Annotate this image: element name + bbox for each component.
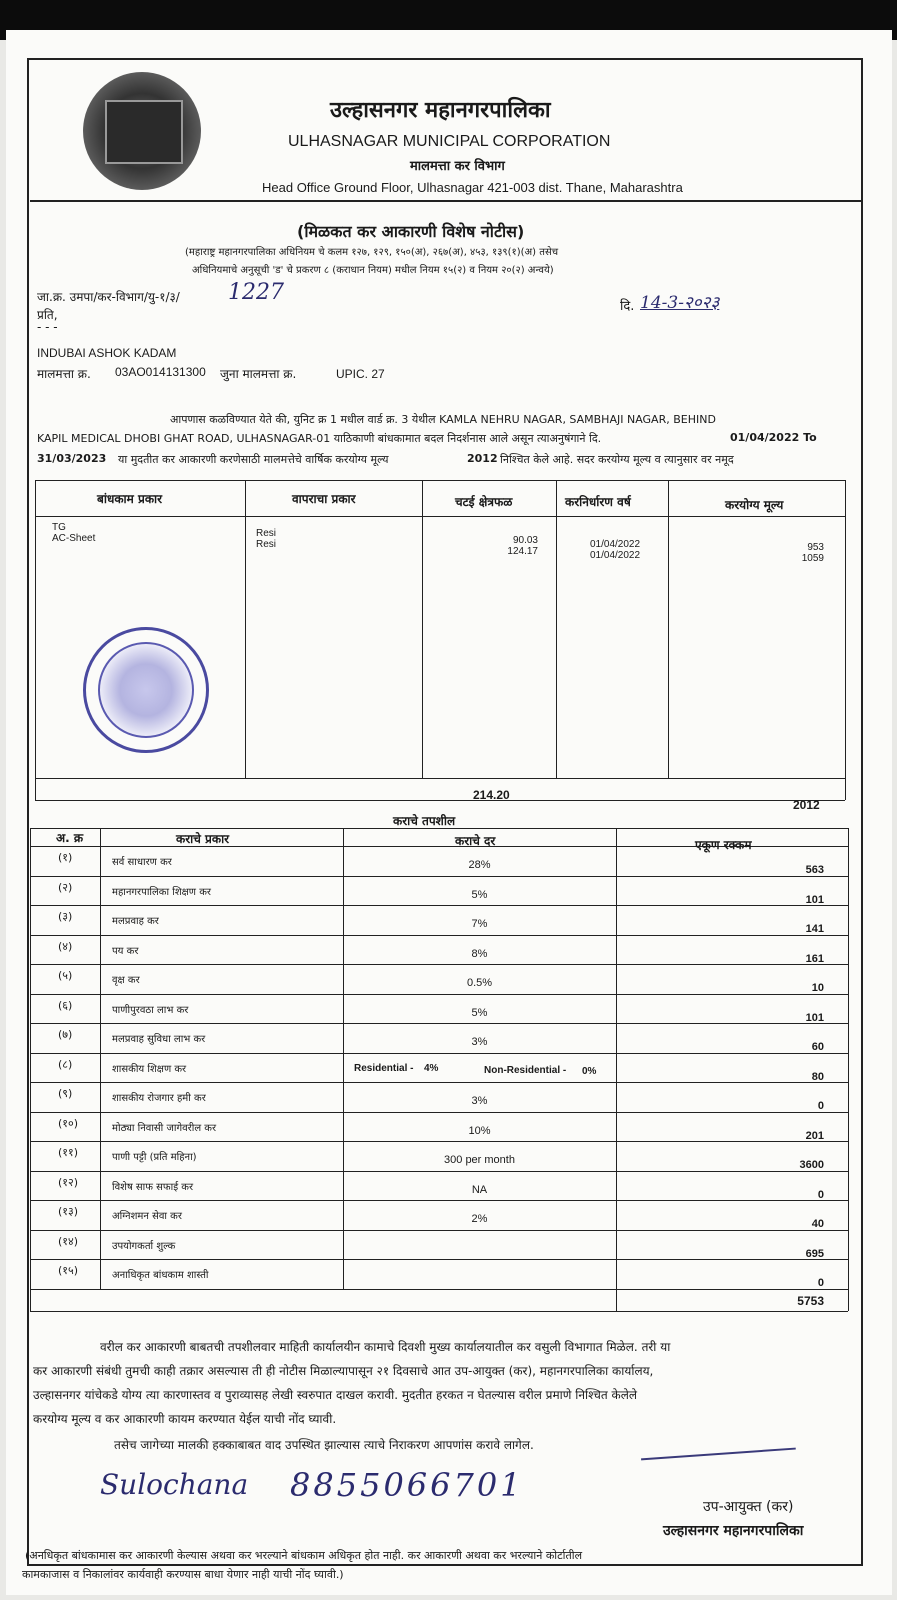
disclaimer-line1: (अनधिकृत बांधकामास कर आकारणी केल्यास अथवा कर भरल्याने बांधकाम अधिकृत होत नाही. कर आकारणी अथवा कर भरल्याने कोर्टातील — [25, 1549, 583, 1562]
tax-row-amount: 10 — [811, 982, 824, 994]
tax-row-serial: (१) — [58, 851, 73, 864]
tax-row-name: अनाधिकृत बांधकाम शास्ती — [112, 1270, 209, 1281]
tax-row-name: मलप्रवाह कर — [112, 916, 159, 927]
tax-row-rate: 28% — [468, 859, 491, 871]
ownership-dispute-note: तसेच जागेच्या मालकी हक्काबाबत वाद उपस्थित झाल्यास त्याचे निराकरण आपणांस करावे लागेल. — [114, 1438, 534, 1452]
dashes: - - - — [37, 320, 58, 334]
upic-number: UPIC. 27 — [336, 367, 385, 381]
tax-row-name: उपयोगकर्ता शुल्क — [112, 1240, 176, 1252]
official-seal-stamp — [83, 627, 209, 753]
property-table-col-border — [245, 480, 246, 778]
footer-paragraph-line1: वरील कर आकारणी बाबतची तपशीलवार माहिती कार्यालयीन कामाचे दिवशी मुख्य कार्यालयातील कर वसुली विभागात मिळेल. तरी या — [100, 1340, 671, 1354]
tax-row-amount: 101 — [805, 893, 824, 906]
carpet-area: 124.17 — [507, 546, 538, 557]
tax-row-rate: 10% — [468, 1124, 491, 1137]
property-table-bottom-border — [35, 800, 845, 801]
tax-row-serial: (८) — [58, 1057, 73, 1071]
tax-row-amount: 0 — [817, 1100, 824, 1112]
title-english: ULHASNAGAR MUNICIPAL CORPORATION — [288, 133, 611, 150]
signatory-title: उप-आयुक्त (कर) — [703, 1499, 794, 1515]
residential-rate-value: 4% — [424, 1062, 439, 1074]
taxable-value: 1059 — [801, 553, 824, 564]
tax-row-name: सर्व साधारण कर — [112, 857, 172, 868]
tax-row-serial: (३) — [58, 910, 73, 923]
property-number-label: मालमत्ता क्र. — [37, 367, 91, 381]
tax-row-name: पय कर — [112, 945, 139, 957]
tax-row-serial: (९) — [58, 1087, 73, 1100]
tax-row-name: महानगरपालिका शिक्षण कर — [112, 886, 211, 898]
tax-row-serial: (१५) — [58, 1264, 79, 1277]
tax-row-serial: (७) — [58, 1028, 73, 1041]
tax-table-col-border — [848, 828, 849, 1311]
tax-row-name: पाणीपुरवठा लाभ कर — [112, 1004, 189, 1016]
tax-grand-total: 5753 — [797, 1293, 824, 1308]
department-name: मालमत्ता कर विभाग — [410, 159, 505, 174]
tax-row-name: पाणी पट्टी (प्रति महिना) — [112, 1152, 197, 1163]
reference-label: जा.क्र. उमपा/कर-विभाग/यु-१/३/ — [37, 290, 180, 304]
tax-row-rate: 3% — [471, 1095, 488, 1107]
assessment-period-end: 31/03/2023 — [37, 452, 107, 465]
non-residential-rate-value: 0% — [582, 1065, 597, 1077]
assessment-year: 01/04/2022 — [590, 539, 641, 550]
tax-table-top-border — [30, 828, 848, 829]
non-residential-rate-label: Non-Residential - — [484, 1064, 567, 1076]
tax-row-serial: (११) — [58, 1146, 79, 1159]
footer-paragraph-line2: कर आकारणी संबंधी तुमची काही तक्रार असल्यास ती ही नोटीस मिळाल्यापासून २१ दिवसाचे आत उप-आयुक्त (कर), महानगरपालिका कार्यालय, — [33, 1364, 654, 1378]
column-header-year: करनिर्धारण वर्ष — [565, 495, 631, 509]
notice-title: (मिळकत कर आकारणी विशेष नोटीस) — [297, 222, 525, 241]
disclaimer-line2: कामकाजास व निकालांवर कार्यवाही करण्यास बाधा येणार नाही याची नोंद घ्यावी.) — [22, 1568, 344, 1581]
tax-row-amount: 60 — [811, 1041, 824, 1053]
tax-row-serial: (१०) — [58, 1116, 79, 1130]
property-table-top-border — [35, 480, 845, 481]
property-number: 03AO014131300 — [115, 365, 206, 379]
tax-row-serial: (१२) — [58, 1175, 79, 1189]
carpet-area: 90.03 — [512, 535, 538, 546]
tax-row-rate: 7% — [471, 918, 488, 930]
tax-row-name: विशेष साफ सफाई कर — [112, 1181, 194, 1193]
tax-row-name: अग्निशमन सेवा कर — [112, 1211, 182, 1222]
tax-row-name: शासकीय शिक्षण कर — [112, 1063, 187, 1075]
property-table-col-border — [556, 480, 557, 778]
tax-row-name: मोठ्या निवासी जागेवरील कर — [112, 1122, 217, 1134]
property-table-body-border — [35, 778, 845, 779]
residential-rate-label: Residential - — [354, 1062, 414, 1074]
body-paragraph-line3: या मुदतीत कर आकारणी करणेसाठी मालमत्तेचे वार्षिक करयोग्य मूल्य — [118, 453, 389, 466]
legal-reference-line2: अधिनियमाचे अनुसूची 'ड' चे प्रकरण ८ (कराधान नियम) मधील नियम १५(२) व नियम २०(२) अन्वये) — [192, 265, 554, 276]
property-table-col-border — [668, 480, 669, 778]
body-paragraph-line1: आपणास कळविण्यात येते की, युनिट क्र 1 मधील वार्ड क्र. 3 येथील KAMLA NEHRU NAGAR, SAMBHAJI NAGAR, BEHIND — [170, 413, 716, 426]
signatory-organisation: उल्हासनगर महानगरपालिका — [663, 1523, 804, 1539]
tax-row-name: मलप्रवाह सुविधा लाभ कर — [112, 1034, 206, 1045]
property-table-header-border — [35, 516, 845, 517]
taxable-value: 953 — [807, 542, 824, 553]
tax-table-col-border — [100, 828, 101, 1289]
tax-row-serial: (६) — [58, 998, 73, 1012]
tax-row-serial: (१४) — [58, 1234, 79, 1248]
property-table-col-border — [35, 480, 36, 800]
tax-row-name: वृक्ष कर — [112, 975, 140, 986]
tax-row-serial: (२) — [58, 880, 73, 894]
handwritten-name: Sulochana — [100, 1468, 249, 1501]
tax-row-amount: 0 — [817, 1188, 824, 1201]
property-table-col-border — [422, 480, 423, 778]
total-taxable-value: 2012 — [793, 798, 820, 812]
prati-label: प्रति, — [37, 308, 58, 322]
body-paragraph-line3-end: निश्चित केले आहे. सदर करयोग्य मूल्य व त्यानुसार वर नमूद — [500, 453, 734, 466]
tax-row-amount: 101 — [805, 1011, 824, 1024]
usage-type: Resi — [256, 539, 277, 550]
footer-paragraph-line4: करयोग्य मूल्य व कर आकारणी कायम करण्यात येईल याची नोंद घ्यावी. — [33, 1412, 337, 1426]
property-table-col-border — [845, 480, 846, 800]
column-header-serial: अ. क्र — [56, 831, 84, 845]
usage-type: Resi — [256, 528, 277, 539]
header-divider — [30, 200, 862, 202]
assessment-year: 01/04/2022 — [590, 550, 641, 561]
tax-row-amount: 201 — [805, 1129, 824, 1142]
tax-row-amount: 40 — [811, 1218, 824, 1230]
tax-row-rate: 8% — [471, 947, 488, 960]
tax-row-amount: 80 — [811, 1070, 824, 1083]
title-marathi: उल्हासनगर महानगरपालिका — [330, 98, 551, 123]
tax-row-amount: 141 — [805, 923, 824, 935]
construction-type: AC-Sheet — [52, 533, 96, 544]
tax-row-rate: 5% — [471, 888, 488, 901]
tax-details-title: कराचे तपशील — [393, 814, 456, 828]
column-header-total-amount: एकूण रक्कम — [695, 838, 752, 852]
annual-taxable-value: 2012 — [467, 452, 498, 465]
tax-row-name: शासकीय रोजगार हमी कर — [112, 1093, 206, 1104]
total-carpet-area: 214.20 — [473, 788, 510, 802]
legal-reference-line1: (महाराष्ट्र महानगरपालिका अधिनियम चे कलम १२७, १२९, १५०(अ), २६७(अ), ४५३, १३९(१)(अ) तसेच — [185, 247, 559, 258]
corporation-logo — [83, 72, 201, 190]
tax-table-total-border — [30, 1311, 848, 1312]
construction-type: TG — [52, 522, 66, 533]
column-header-tax-rate: कराचे दर — [455, 834, 496, 848]
footer-paragraph-line3: उल्हासनगर यांचेकडे योग्य त्या कारणास्तव व पुराव्यासह लेखी स्वरुपात दाखल करावी. मुदतीत हरकत न घेतल्यास वरील प्रमाणे निश्चित केलेले — [33, 1388, 638, 1402]
tax-row-amount: 0 — [817, 1277, 824, 1289]
assessment-period-start: 01/04/2022 To — [730, 431, 817, 444]
date-label: दि. — [620, 299, 635, 314]
tax-row-rate: NA — [471, 1183, 488, 1196]
old-property-number-label: जुना मालमत्ता क्र. — [220, 367, 297, 381]
tax-row-serial: (४) — [58, 939, 73, 953]
tax-table-col-border — [30, 828, 31, 1311]
tax-row-rate: 0.5% — [466, 977, 493, 989]
date-value: 14-3-२०२३ — [640, 293, 720, 313]
handwritten-phone: 8855066701 — [290, 1466, 524, 1504]
column-header-usage: वापराचा प्रकार — [292, 492, 356, 506]
tax-row-rate: 2% — [471, 1213, 488, 1225]
column-header-tax-type: कराचे प्रकार — [176, 832, 230, 846]
reference-number-handwritten: 1227 — [228, 280, 284, 305]
tax-row-amount: 695 — [805, 1247, 824, 1260]
tax-row-amount: 563 — [805, 864, 824, 876]
body-paragraph-line2: KAPIL MEDICAL DHOBI GHAT ROAD, ULHASNAGAR-01 याठिकाणी बांधकामात बदल निदर्शनास आले असून त्याअनुषंगाने दि. — [37, 432, 602, 445]
tax-row-rate: 3% — [471, 1036, 488, 1048]
tax-row-serial: (५) — [58, 969, 73, 982]
column-header-area: चटई क्षेत्रफळ — [455, 495, 513, 509]
tax-row-rate: 5% — [471, 1006, 488, 1019]
column-header-taxable-value: करयोग्य मूल्य — [725, 498, 784, 512]
owner-name: INDUBAI ASHOK KADAM — [37, 346, 177, 360]
office-address: Head Office Ground Floor, Ulhasnagar 421-003 dist. Thane, Maharashtra — [262, 180, 683, 195]
column-header-construction: बांधकाम प्रकार — [97, 492, 163, 506]
tax-row-amount: 3600 — [799, 1159, 824, 1171]
tax-row-amount: 161 — [805, 952, 824, 965]
tax-row-rate: 300 per month — [444, 1154, 515, 1166]
tax-row-serial: (१३) — [58, 1205, 79, 1218]
